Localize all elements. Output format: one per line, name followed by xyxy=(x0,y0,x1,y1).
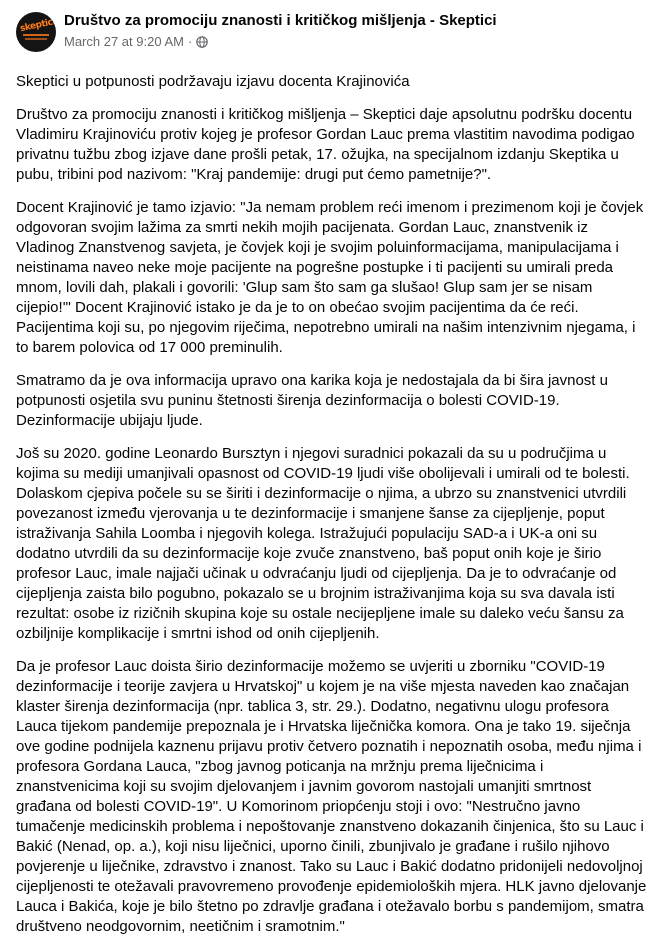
post-paragraph: Društvo za promociju znanosti i kritičkog mišljenja – Skeptici daje apsolutnu podršku docentu Vladimiru Krajinoviću protiv kojeg je profesor Gordan Lauc prema vlastitim navodima podigao privatnu tužbu zbog izjave dane prošli petak, 17. ožujka, na specijalnom izdanju Skeptika u pubu, tribini pod nazivom: "Kraj pandemije: drugi put ćemo pametnije?". xyxy=(16,106,635,183)
post-meta xyxy=(64,34,208,49)
meta-separator: · xyxy=(187,34,193,49)
globe-icon[interactable] xyxy=(196,36,208,48)
page-avatar[interactable] xyxy=(16,12,56,52)
post-timestamp[interactable]: March 27 at 9:20 AM xyxy=(64,34,184,49)
post-paragraph: Docent Krajinović je tamo izjavio: "Ja nemam problem reći imenom i prezimenom koji je čovjek odgovoran svojim lažima za smrti nekih mojih pacijenata. Gordan Lauc, znanstvenik iz Vladinog Znanstvenog savjeta, je čovjek koji je svojim poluinformacijama, manipulacijama i neistinama naveo neke moje pacijente na pogrešne postupke i ti pacijenti su umirali preda mnom, lovili dah, plakali i govorili: 'Glup sam što sam ga slušao! Glup sam jer se nisam cijepio!'" Docent Krajinović istako je da je to on obećao svojim pacijentima da će reći. Pacijentima koji su, po njegovim riječima, nepotrebno umirali na našim intenzivnim njegama, i to barem polovica od 17 000 preminulih. xyxy=(16,199,644,356)
post-body xyxy=(16,72,648,950)
post-paragraph-title: Skeptici u potpunosti podržavaju izjavu docenta Krajinovića xyxy=(16,73,410,90)
post-header xyxy=(16,12,656,58)
avatar-logo-line xyxy=(25,38,47,40)
author-name-link[interactable]: Društvo za promociju znanosti i kritičkog mišljenja - Skeptici xyxy=(64,12,497,29)
avatar-logo-line xyxy=(23,34,49,36)
post-paragraph: Da je profesor Lauc doista širio dezinformacije možemo se uvjeriti u zborniku "COVID-19 dezinformacije i teorije zavjera u Hrvatskoj" u kojem je na više mjesta naveden kao značajan klaster širenja dezinformacija (npr. tablica 3, str. 29.). Dodatno, negativnu ulogu profesora Lauca tijekom pandemije prepoznala je i Hrvatska liječnička komora. Ona je tako 19. siječnja ove godine podnijela kaznenu prijavu protiv četvero poznatih i nepoznatih osoba, među njima i profesora Gordana Lauca, "zbog javnog poticanja na mržnju prema liječnicima i znanstvenicima koji su svojim djelovanjem i javnim govorom nastojali umanjiti smrtnost građana od bolesti COVID-19". U Komorinom priopćenju stoji i ovo: "Nestručno javno tumačenje medicinskih problema i nepoštovanje znanstveno dokazanih činjenica, što su Lauc i Bakić (Nenad, op. a.), koji nisu liječnici, uporno činili, zbunjivalo je građane i rušilo njihovo povjerenje u liječnike, zdravstvo i znanost. Tako su Lauc i Bakić dodatno pridonijeli nedovoljnoj cijepljenosti te otežavali pravovremeno provođenje epidemioloških mjera. HLK javno djelovanje Lauca i Bakića, koje je bilo štetno po zdravlje građana i otežavalo borbu s pandemijom, smatra društveno neodgovornim, neetičnim i sramotnim." xyxy=(16,658,647,935)
post-paragraph: Smatramo da je ova informacija upravo ona karika koja je nedostajala da bi šira javnost u potpunosti osjetila svu puninu štetnosti širenja dezinformacija o bolesti COVID-19. Dezinformacije ubijaju ljude. xyxy=(16,372,608,429)
post-paragraph: Još su 2020. godine Leonardo Bursztyn i njegovi suradnici pokazali da su u područjima u kojima su mediji umanjivali opasnost od COVID-19 ljudi više obolijevali i umirali od te bolesti. Dolaskom cjepiva počele su se širiti i dezinformacije o njima, a ubrzo su znanstvenici utvrdili povezanost između vjerovanja u te dezinformacije i smanjene šanse za cijepljenje, poput istraživanja Sahila Loomba i njegovih kolega. Istražujući populaciju SAD-a i UK-a oni su dodatno utvrdili da su dezinformacije koje zvuče znanstveno, baš poput onih koje je širio profesor Lauc, imale najjači učinak u odvraćanju ljudi od cijepljenja. Da je to odvraćanje od cijepljenja zaista bilo pogubno, pokazalo se u brojnim istraživanjima koja su sva davala isti rezultat: osobe iz rizičnih skupina koje su ostale necijepljene imale su daleko veću šansu za ozbiljnije komplikacije i smrtni ishod od onih cijepljenih. xyxy=(16,445,630,642)
avatar-logo-text: skeptici xyxy=(19,17,56,35)
